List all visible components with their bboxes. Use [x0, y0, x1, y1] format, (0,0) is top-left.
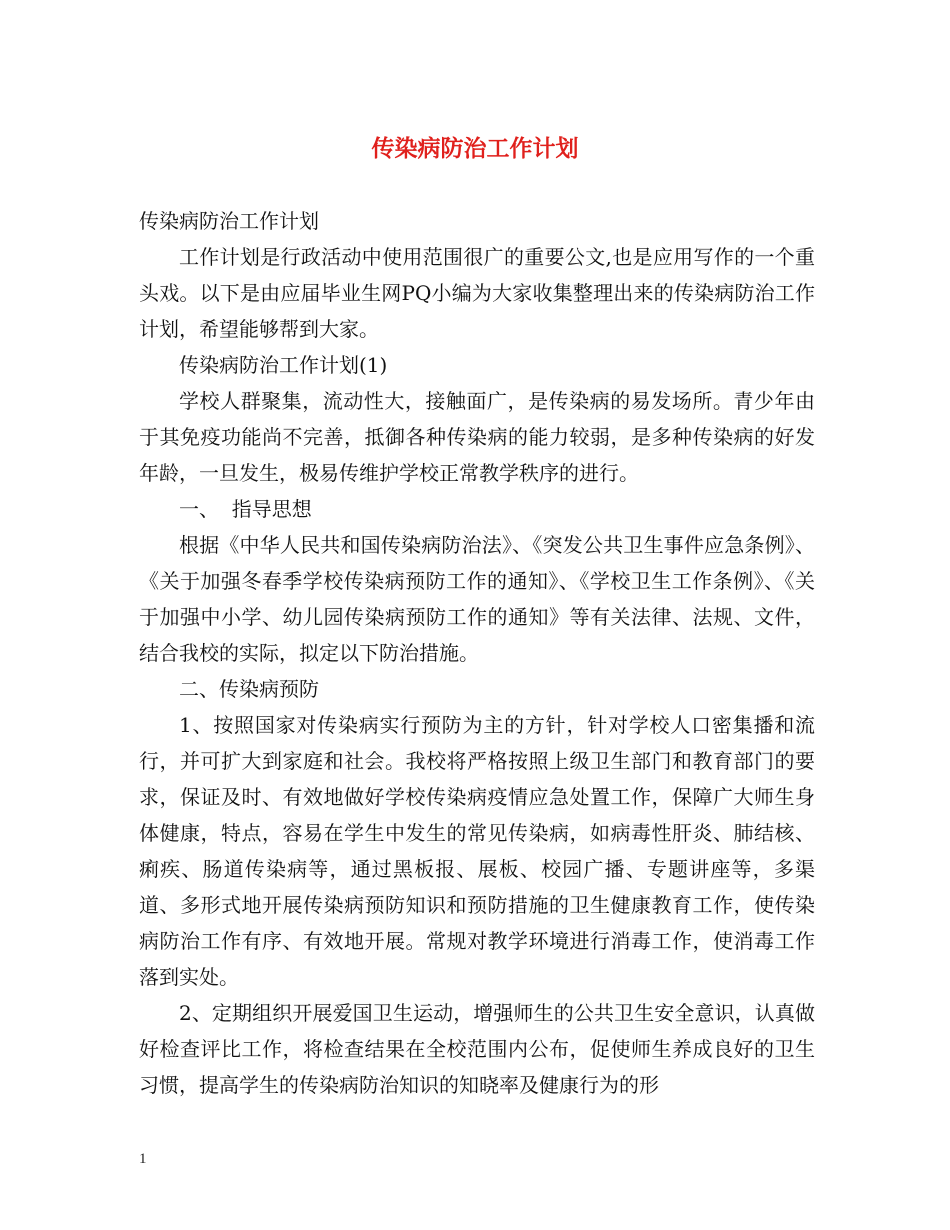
paragraph-intro: 工作计划是行政活动中使用范围很广的重要公文,也是应用写作的一个重头戏。以下是由应届毕业生网PQ小编为大家收集整理出来的传染病防治工作计划，希望能够帮到大家。 [139, 245, 815, 341]
page-title: 传染病防治工作计划 [371, 135, 579, 162]
section-heading-guiding-thought: 一、 指导思想 [179, 497, 312, 521]
document-body [139, 203, 815, 1103]
section-heading-prevention: 二、传染病预防 [179, 677, 319, 701]
page-number: 1 [139, 1151, 147, 1167]
paragraph-item-1: 1、按照国家对传染病实行预防为主的方针，针对学校人口密集播和流行，并可扩大到家庭和社会。我校将严格按照上级卫生部门和教育部门的要求，保证及时、有效地做好学校传染病疫情应急处置工作，保障广大师生身体健康，特点，容易在学生中发生的常见传染病，如病毒性肝炎、肺结核、痢疾、肠道传染病等，通过黑板报、展板、校园广播、专题讲座等，多渠道、多形式地开展传染病预防知识和预防措施的卫生健康教育工作，使传染病防治工作有序、有效地开展。常规对教学环境进行消毒工作，使消毒工作落到实处。 [139, 713, 815, 989]
paragraph-heading: 传染病防治工作计划 [139, 209, 319, 233]
paragraph-background: 学校人群聚集，流动性大，接触面广，是传染病的易发场所。青少年由于其免疫功能尚不完善，抵御各种传染病的能力较弱，是多种传染病的好发年龄，一旦发生，极易传维护学校正常教学秩序的进行。 [139, 389, 815, 485]
paragraph-item-2: 2、定期组织开展爱国卫生运动，增强师生的公共卫生安全意识，认真做好检查评比工作，将检查结果在全校范围内公布，促使师生养成良好的卫生习惯，提高学生的传染病防治知识的知晓率及健康行为的形 [139, 1001, 815, 1097]
paragraph-legal-basis: 根据《中华人民共和国传染病防治法》、《突发公共卫生事件应急条例》、《关于加强冬春季学校传染病预防工作的通知》、《学校卫生工作条例》、《关于加强中小学、幼儿园传染病预防工作的通知》等有关法律、法规、文件，结合我校的实际，拟定以下防治措施。 [139, 533, 815, 665]
paragraph-plan-title: 传染病防治工作计划(1) [179, 353, 388, 377]
